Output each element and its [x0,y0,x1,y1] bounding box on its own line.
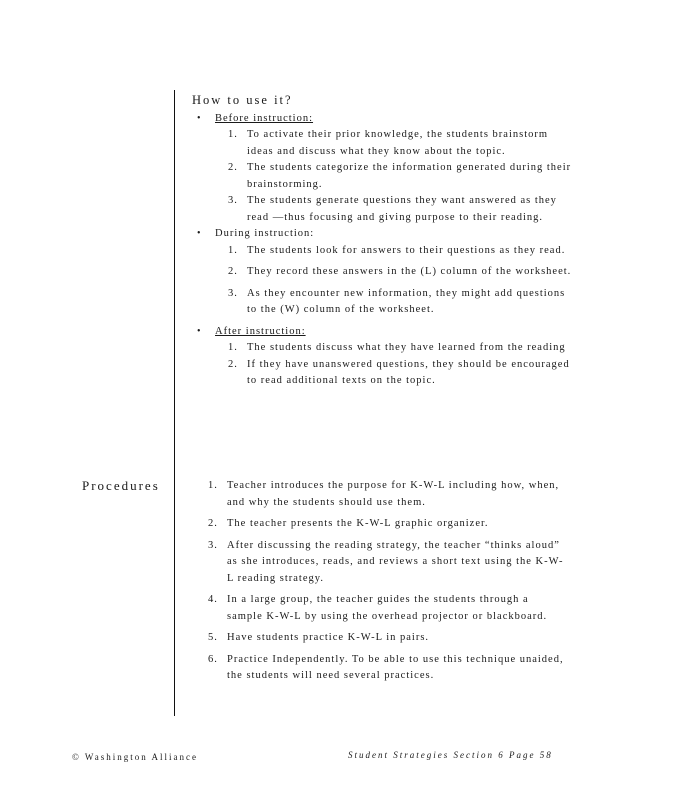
footer-page-info: Student Strategies Section 6 Page 58 [348,750,553,760]
list-item [208,516,568,533]
item-text: The students look for answers to their questions as they read. [247,244,566,256]
stage-steps [215,340,572,390]
list-item [208,592,568,625]
item-text: If they have unanswered questions, they should be encouraged to read additional texts on the topic. [247,358,570,386]
how-to-use-section [192,92,572,390]
bullet-icon: • [197,112,202,124]
step-text: Have students practice K-W-L in pairs. [227,632,430,643]
item-number: 1. [228,342,238,353]
list-item [215,243,572,260]
list-item [215,357,572,390]
step-text: After discussing the reading strategy, the teacher “thinks aloud” as she introduces, reads, and reviews a short text using the K-W-L reading strategy. [227,539,564,584]
stage-steps [215,127,572,226]
stage-during [192,226,572,319]
procedures-label: Procedures [82,478,160,493]
stage-steps [215,243,572,319]
step-text: The teacher presents the K-W-L graphic organizer. [227,518,489,529]
list-item [215,127,572,160]
stage-before [192,111,572,227]
footer-copyright: © Washington Alliance [72,752,198,762]
vertical-divider [174,90,175,716]
item-number: 1. [228,129,238,140]
item-number: 1. [228,244,238,256]
item-number: 2. [228,162,238,173]
item-text: They record these answers in the (L) column of the worksheet. [247,266,572,277]
stage-after [192,324,572,390]
item-text: The students generate questions they want answered as they read —thus focusing and giving purpose to their reading. [247,195,557,223]
step-text: In a large group, the teacher guides the students through a sample K-W-L by using the overhead projector or blackboard. [227,594,548,622]
step-number: 4. [208,594,218,605]
stage-list [192,111,572,390]
procedure-steps [208,478,568,685]
bullet-icon: • [197,228,202,239]
section-heading: How to use it? [192,93,293,107]
stage-label: Before instruction: [215,112,314,124]
list-item [208,478,568,511]
item-text: To activate their prior knowledge, the students brainstorm ideas and discuss what they know about the topic. [247,129,549,157]
list-item [215,193,572,226]
item-text: As they encounter new information, they might add questions to the (W) column of the worksheet. [247,287,566,315]
stage-label: After instruction: [215,325,306,337]
list-item [215,160,572,193]
list-item [215,286,572,319]
list-item [208,630,568,647]
stage-label: During instruction: [215,228,315,239]
item-text: The students categorize the information generated during their brainstorming. [247,162,572,190]
list-item [208,538,568,588]
step-number: 5. [208,632,218,643]
item-number: 3. [228,195,238,206]
step-number: 3. [208,539,218,551]
step-number: 1. [208,480,218,491]
step-text: Teacher introduces the purpose for K-W-L including how, when, and why the students should use them. [227,480,560,508]
procedures-section [208,478,568,690]
list-item [208,652,568,685]
step-number: 6. [208,653,218,665]
bullet-icon: • [197,325,202,337]
item-text: The students discuss what they have learned from the reading [247,342,566,353]
step-number: 2. [208,518,218,529]
list-item [215,340,572,357]
item-number: 3. [228,287,238,299]
item-number: 2. [228,358,238,370]
list-item [215,264,572,281]
step-text: Practice Independently. To be able to use this technique unaided, the students will need several practices. [227,653,564,681]
item-number: 2. [228,266,238,277]
